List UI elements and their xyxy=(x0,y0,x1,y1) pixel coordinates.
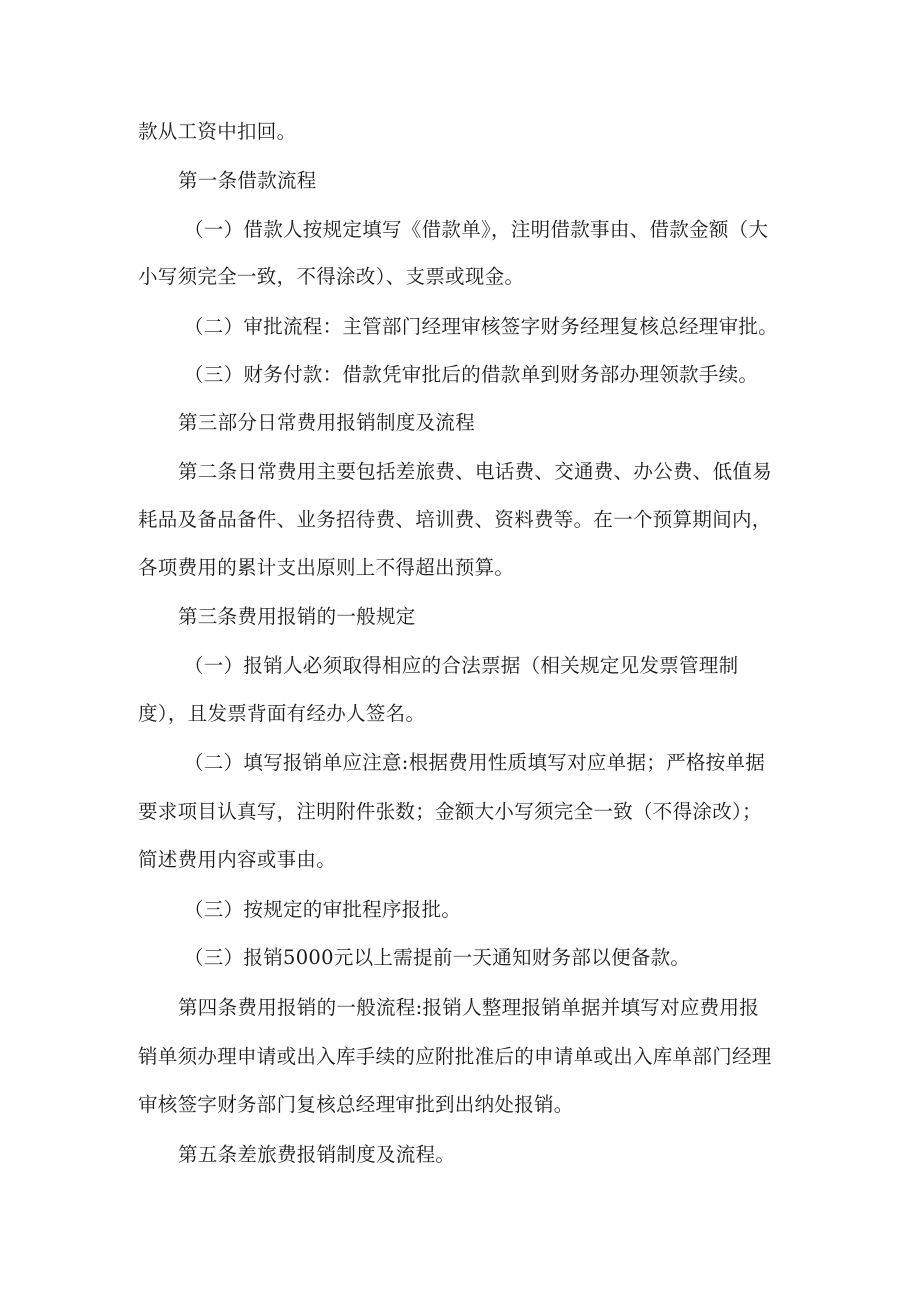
text-line-20: 销单须办理申请或出入库手续的应附批准后的申请单或出入库单部门经理 xyxy=(138,1045,772,1068)
text-line-17: （三）按规定的审批程序报批。 xyxy=(184,898,462,921)
text-line-14: （二）填写报销单应注意:根据费用性质填写对应单据；严格按单据 xyxy=(184,751,766,774)
text-line-3: （一）借款人按规定填写《借款单》，注明借款事由、借款金额（大 xyxy=(184,218,769,241)
heading-part-three: 第三部分日常费用报销制度及流程 xyxy=(178,411,476,434)
heading-article-four: 第四条费用报销的一般流程:报销人整理报销单据并填写对应费用报 xyxy=(178,996,760,1019)
text-line-5: （二）审批流程：主管部门经理审核签字财务经理复核总经理审批。 xyxy=(184,315,779,338)
heading-article-five: 第五条差旅费报销制度及流程。 xyxy=(178,1143,456,1166)
text-line-16: 简述费用内容或事由。 xyxy=(138,848,337,871)
heading-article-three: 第三条费用报销的一般规定 xyxy=(178,605,416,628)
text-line-18: （三）报销5000元以上需提前一天通知财务部以便备款。 xyxy=(184,946,691,969)
text-line-12: （一）报销人必须取得相应的合法票据（相关规定见发票管理制 xyxy=(184,654,739,677)
heading-loan-process: 第一条借款流程 xyxy=(178,169,317,192)
text-line-4: 小写须完全一致，不得涂改）、支票或现金。 xyxy=(138,265,525,288)
text-line-6: （三）财务付款：借款凭审批后的借款单到财务部办理领款手续。 xyxy=(184,363,759,386)
text-line-1: 款从工资中扣回。 xyxy=(138,120,297,143)
text-line-9: 耗品及备品备件、业务招待费、培训费、资料费等。在一个预算期间内， xyxy=(138,508,772,531)
text-line-15: 要求项目认真写，注明附件张数；金额大小写须完全一致（不得涂改）； xyxy=(138,800,762,823)
text-line-21: 审核签字财务部门复核总经理审批到出纳处报销。 xyxy=(138,1093,574,1116)
text-line-13: 度），且发票背面有经办人签名。 xyxy=(138,702,426,725)
text-line-8: 第二条日常费用主要包括差旅费、电话费、交通费、办公费、低值易 xyxy=(178,460,773,483)
text-line-10: 各项费用的累计支出原则上不得超出预算。 xyxy=(138,556,515,579)
